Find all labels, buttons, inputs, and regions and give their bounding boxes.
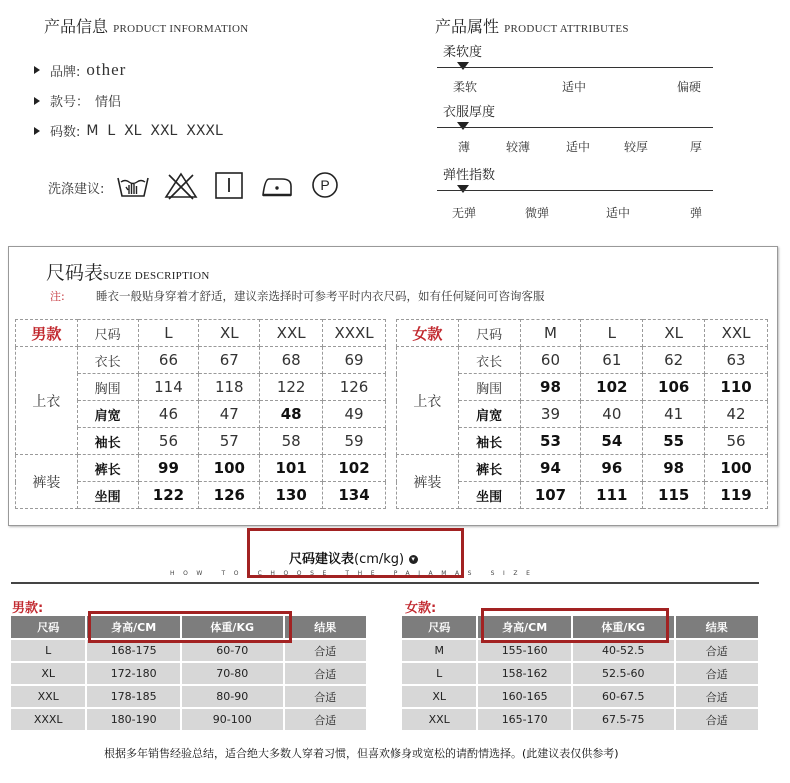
measure-label: 坐围 (77, 482, 138, 509)
elasticity-label: 弹性指数 (443, 168, 496, 183)
size-cell: 61 (581, 347, 643, 374)
softness-option: 适中 (562, 80, 587, 94)
size-col-header: XL (199, 320, 260, 347)
recommend-cell: 160-165 (478, 686, 571, 707)
product-info-title-cn: 产品信息 (44, 17, 109, 36)
size-cell: 62 (643, 347, 705, 374)
size-cell: 66 (138, 347, 199, 374)
bottom-section-label: 裤装 (16, 455, 78, 509)
recommend-cell: 合适 (676, 709, 759, 730)
softness-option: 柔软 (453, 80, 478, 94)
size-cell: 100 (199, 455, 260, 482)
bullet-arrow-icon (34, 127, 40, 135)
low-iron-icon (260, 170, 294, 200)
recommend-cell: 180-190 (87, 709, 180, 730)
top-section-label: 上衣 (397, 347, 459, 455)
size-cell: 46 (138, 401, 199, 428)
recommend-cell: 合适 (285, 686, 367, 707)
section-divider (11, 582, 759, 584)
thickness-label: 衣服厚度 (443, 105, 496, 120)
recommend-cell: XL (402, 686, 476, 707)
recommend-header: 身高/CM (478, 616, 571, 638)
men-highlight-box (88, 611, 292, 643)
sizes-label: 码数: (50, 125, 81, 140)
product-info-title-en: PRODUCT INFORMATION (113, 23, 249, 35)
recommend-header: 尺码 (11, 616, 85, 638)
elasticity-option: 微弹 (525, 206, 550, 220)
recommend-cell: L (11, 640, 85, 661)
size-cell: 101 (260, 455, 323, 482)
size-cell: 59 (323, 428, 386, 455)
women-highlight-box (481, 608, 669, 643)
men-recommend-label: 男款: (12, 601, 44, 616)
recommend-cell: 合适 (285, 640, 367, 661)
size-cell: 49 (323, 401, 386, 428)
size-cell: 39 (520, 401, 581, 428)
note-label: 注: (50, 290, 65, 303)
size-cell: 100 (705, 455, 768, 482)
recommend-header: 结果 (676, 616, 759, 638)
recommend-unit: (cm/kg) (354, 552, 405, 567)
recommend-cell: 172-180 (87, 663, 180, 684)
product-attributes-title-en: PRODUCT ATTRIBUTES (504, 23, 629, 35)
size-col-header: XXL (260, 320, 323, 347)
size-cell: 99 (138, 455, 199, 482)
thickness-option: 薄 (458, 140, 471, 154)
recommend-header: 结果 (285, 616, 367, 638)
product-info-title (44, 14, 248, 37)
size-cell: 40 (581, 401, 643, 428)
size-cell: 107 (520, 482, 581, 509)
size-cell: 42 (705, 401, 768, 428)
recommend-subtitle: HOW TO CHOOSE THE PAJAMAS SIZE (170, 570, 539, 577)
men-size-table (15, 319, 386, 509)
size-cell: 58 (260, 428, 323, 455)
hand-wash-icon (116, 170, 150, 200)
brand-label: 品牌: (50, 64, 81, 80)
size-desc-title (46, 258, 210, 285)
note-text: 睡衣一般贴身穿着才舒适，建议亲选择时可参考平时内衣尺码，如有任何疑问可咨询客服 (96, 289, 545, 303)
measure-label: 裤长 (458, 455, 520, 482)
size-col-header: M (520, 320, 581, 347)
thickness-option: 适中 (566, 140, 591, 154)
recommend-cell: XXXL (11, 709, 85, 730)
measure-label: 袖长 (458, 428, 520, 455)
wash-icons (116, 170, 342, 200)
svg-text:P: P (320, 177, 330, 193)
size-col-header: XXL (705, 320, 768, 347)
softness-label: 柔软度 (443, 45, 483, 60)
recommend-cell: 合适 (676, 686, 759, 707)
size-cell: 94 (520, 455, 581, 482)
drip-dry-icon (212, 170, 246, 200)
size-cell: 119 (705, 482, 768, 509)
size-cell: 98 (520, 374, 581, 401)
size-cell: 118 (199, 374, 260, 401)
women-recommend-label: 女款: (405, 601, 437, 616)
size-col-header: L (138, 320, 199, 347)
recommend-cell: 80-90 (182, 686, 283, 707)
brand-value: other (86, 60, 127, 79)
bullet-arrow-icon (34, 97, 40, 105)
size-col-header: XXXL (323, 320, 386, 347)
size-cell: 56 (138, 428, 199, 455)
thickness-option: 较厚 (624, 140, 649, 154)
recommend-header: 体重/KG (573, 616, 674, 638)
women-label: 女款 (397, 320, 459, 347)
recommend-cell: XXL (11, 686, 85, 707)
size-cell: 110 (705, 374, 768, 401)
style-value: 情侣 (95, 95, 122, 110)
measure-label: 衣长 (458, 347, 520, 374)
size-cell: 69 (323, 347, 386, 374)
recommend-cell: 40-52.5 (573, 640, 674, 661)
size-desc-title-cn: 尺码表 (46, 263, 104, 284)
elasticity-option: 无弹 (452, 206, 477, 220)
size-header: 尺码 (458, 320, 520, 347)
footer-note: 根据多年销售经验总结，适合绝大多数人穿着习惯，但喜欢修身或宽松的请酌情选择。(此建议表仅供参考) (104, 747, 619, 760)
softness-option: 偏硬 (677, 80, 702, 94)
size-cell: 57 (199, 428, 260, 455)
recommend-cell: L (402, 663, 476, 684)
recommend-cell: 168-175 (87, 640, 180, 661)
recommend-cell: 60-70 (182, 640, 283, 661)
measure-label: 坐围 (458, 482, 520, 509)
size-cell: 63 (705, 347, 768, 374)
recommend-cell: 合适 (676, 663, 759, 684)
size-cell: 47 (199, 401, 260, 428)
size-cell: 54 (581, 428, 643, 455)
measure-label: 衣长 (77, 347, 138, 374)
size-cell: 41 (643, 401, 705, 428)
wash-label: 洗涤建议: (48, 182, 105, 197)
men-label: 男款 (16, 320, 78, 347)
softness-marker-icon (457, 62, 469, 70)
measure-label: 胸围 (458, 374, 520, 401)
size-cell: 67 (199, 347, 260, 374)
size-cell: 68 (260, 347, 323, 374)
size-cell: 111 (581, 482, 643, 509)
top-section-label: 上衣 (16, 347, 78, 455)
size-header: 尺码 (77, 320, 138, 347)
recommend-header: 身高/CM (87, 616, 180, 638)
measure-label: 裤长 (77, 455, 138, 482)
elasticity-scale-line (437, 190, 713, 191)
recommend-cell: 90-100 (182, 709, 283, 730)
product-attributes-title (435, 14, 629, 37)
recommend-cell: 60-67.5 (573, 686, 674, 707)
size-cell: 130 (260, 482, 323, 509)
elasticity-marker-icon (457, 185, 469, 193)
size-cell: 126 (323, 374, 386, 401)
size-cell: 126 (199, 482, 260, 509)
recommend-cell: 158-162 (478, 663, 571, 684)
recommend-cell: 合适 (285, 663, 367, 684)
recommend-cell: 67.5-75 (573, 709, 674, 730)
recommend-title-text: 尺码建议表 (289, 552, 355, 567)
size-cell: 102 (323, 455, 386, 482)
sizes-row (34, 121, 223, 140)
product-attributes-title-cn: 产品属性 (435, 17, 500, 36)
size-cell: 98 (643, 455, 705, 482)
measure-label: 肩宽 (77, 401, 138, 428)
recommend-cell: M (402, 640, 476, 661)
size-col-header: XL (643, 320, 705, 347)
thickness-marker-icon (457, 122, 469, 130)
size-cell: 106 (643, 374, 705, 401)
recommend-header: 尺码 (402, 616, 476, 638)
softness-scale-line (437, 67, 713, 68)
recommend-header: 体重/KG (182, 616, 283, 638)
size-cell: 134 (323, 482, 386, 509)
size-desc-title-en: SUZE DESCRIPTION (103, 270, 210, 282)
recommend-title (289, 548, 418, 567)
size-cell: 102 (581, 374, 643, 401)
style-label: 款号： (50, 95, 90, 110)
style-row (34, 91, 121, 110)
arrow-down-circle-icon: ▾ (409, 555, 418, 564)
recommend-cell: 155-160 (478, 640, 571, 661)
size-cell: 122 (138, 482, 199, 509)
measure-label: 肩宽 (458, 401, 520, 428)
women-size-table (396, 319, 768, 509)
size-cell: 114 (138, 374, 199, 401)
bottom-section-label: 裤装 (397, 455, 459, 509)
recommend-cell: 合适 (676, 640, 759, 661)
no-bleach-icon (164, 170, 198, 200)
thickness-option: 厚 (690, 140, 703, 154)
sizes-value: M L XL XXL XXXL (86, 122, 223, 139)
brand-row (34, 60, 126, 80)
recommend-cell: 165-170 (478, 709, 571, 730)
size-cell: 53 (520, 428, 581, 455)
recommend-cell: 合适 (285, 709, 367, 730)
bullet-arrow-icon (34, 66, 40, 74)
measure-label: 胸围 (77, 374, 138, 401)
recommend-cell: XXL (402, 709, 476, 730)
recommend-cell: 52.5-60 (573, 663, 674, 684)
size-cell: 96 (581, 455, 643, 482)
thickness-scale-line (437, 127, 713, 128)
recommend-cell: 178-185 (87, 686, 180, 707)
recommend-cell: 70-80 (182, 663, 283, 684)
elasticity-option: 适中 (606, 206, 631, 220)
measure-label: 袖长 (77, 428, 138, 455)
thickness-option: 较薄 (506, 140, 531, 154)
size-cell: 55 (643, 428, 705, 455)
size-cell: 48 (260, 401, 323, 428)
size-cell: 56 (705, 428, 768, 455)
size-cell: 60 (520, 347, 581, 374)
dry-clean-p-icon (308, 170, 342, 200)
size-cell: 115 (643, 482, 705, 509)
elasticity-option: 弹 (690, 206, 703, 220)
size-col-header: L (581, 320, 643, 347)
recommend-cell: XL (11, 663, 85, 684)
size-cell: 122 (260, 374, 323, 401)
